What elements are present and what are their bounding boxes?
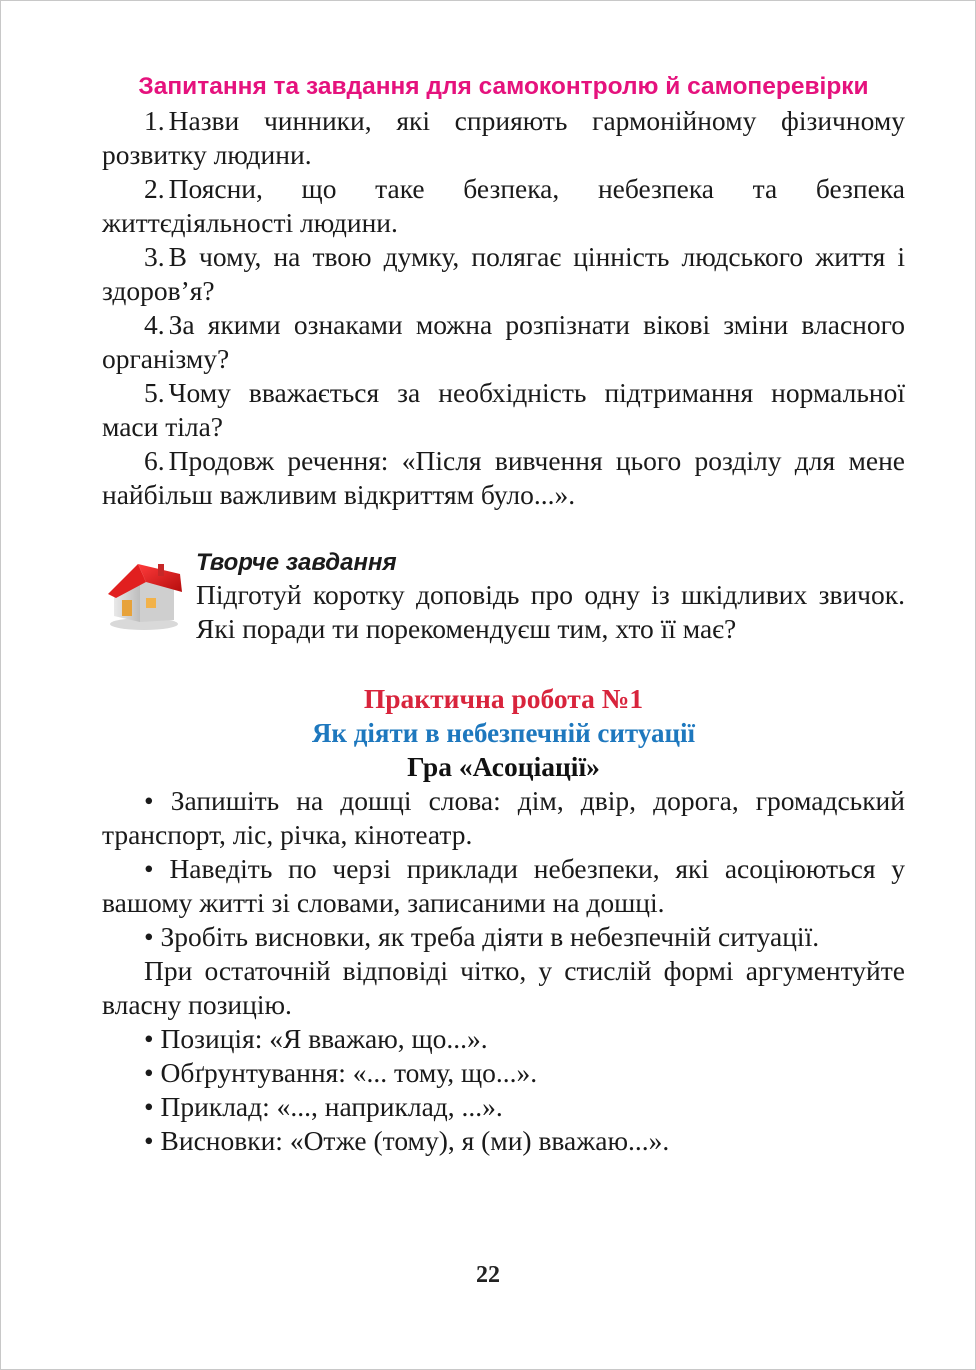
question-item	[102, 376, 905, 444]
question-number: 5.	[144, 377, 165, 408]
question-item	[102, 172, 905, 240]
question-number: 3.	[144, 241, 165, 272]
bullet-mark: •	[144, 1125, 154, 1156]
page-content	[102, 70, 905, 1158]
step-item	[102, 784, 905, 852]
practical-work-subtitle: Як діяти в небезпечній ситуації	[311, 718, 696, 748]
answer-part-text: Приклад: «..., наприклад, ...».	[160, 1091, 503, 1122]
answer-part-text: Висновки: «Отже (тому), я (ми) вважаю...».	[160, 1125, 670, 1156]
bullet-mark: •	[144, 1091, 154, 1122]
game-title: Гра «Асоціації»	[407, 751, 600, 782]
answer-part	[102, 1124, 905, 1158]
house-icon	[102, 552, 186, 632]
question-text: В чому, на твою думку, полягає цінність людського життя і здоров’я?	[102, 241, 905, 306]
questions-list	[102, 104, 905, 512]
creative-task	[102, 548, 905, 646]
step-text: Наведіть по черзі приклади небезпеки, які асоціюються у вашому житті зі словами, записаними на дошці.	[102, 853, 906, 918]
answer-part	[102, 1090, 905, 1124]
answer-part-text: Позиція: «Я вважаю, що...».	[160, 1023, 488, 1054]
step-item	[102, 852, 905, 920]
question-number: 2.	[144, 173, 165, 204]
answer-part	[102, 1056, 905, 1090]
creative-task-text: Підготуй коротку доповідь про одну із шкідливих звичок. Які поради ти порекомендуєш тим, хто її має?	[196, 579, 905, 644]
creative-task-title: Творче завдання	[196, 549, 397, 576]
question-number: 1.	[144, 105, 165, 136]
question-text: Назви чинники, які сприяють гармонійному фізичному розвитку людини.	[102, 105, 905, 170]
answer-part-text: Обґрунтування: «... тому, що...».	[160, 1057, 538, 1088]
question-text: Поясни, що таке безпека, небезпека та безпека життєдіяльності людини.	[102, 173, 905, 238]
question-number: 4.	[144, 309, 165, 340]
questions-heading: Запитання та завдання для самоконтролю й самоперевірки	[138, 73, 869, 100]
question-item	[102, 240, 905, 308]
question-item	[102, 308, 905, 376]
bullet-mark: •	[144, 1023, 154, 1054]
step-text: Зробіть висновки, як треба діяти в небезпечній ситуації.	[160, 921, 820, 952]
practical-work-title: Практична робота №1	[363, 683, 644, 714]
bullet-mark: •	[144, 853, 154, 884]
bullet-mark: •	[144, 1057, 154, 1088]
question-text: За якими ознаками можна розпізнати вікові зміни власного організму?	[102, 309, 905, 374]
step-text: Запишіть на дошці слова: дім, двір, дорога, громадський транспорт, ліс, річка, кінотеатр.	[102, 785, 905, 850]
page-number: 22	[476, 1262, 500, 1288]
answer-intro: При остаточній відповіді чітко, у стислій формі аргументуйте власну позицію.	[102, 955, 905, 1020]
question-text: Продовж речення: «Після вивчення цього розділу для мене найбільш важливим відкриттям було...».	[102, 445, 905, 510]
question-item	[102, 104, 905, 172]
bullet-mark: •	[144, 785, 154, 816]
question-number: 6.	[144, 445, 165, 476]
question-text: Чому вважається за необхідність підтримання нормальної маси тіла?	[102, 377, 905, 442]
answer-part	[102, 1022, 905, 1056]
question-item	[102, 444, 905, 512]
step-item	[102, 920, 905, 954]
bullet-mark: •	[144, 921, 154, 952]
